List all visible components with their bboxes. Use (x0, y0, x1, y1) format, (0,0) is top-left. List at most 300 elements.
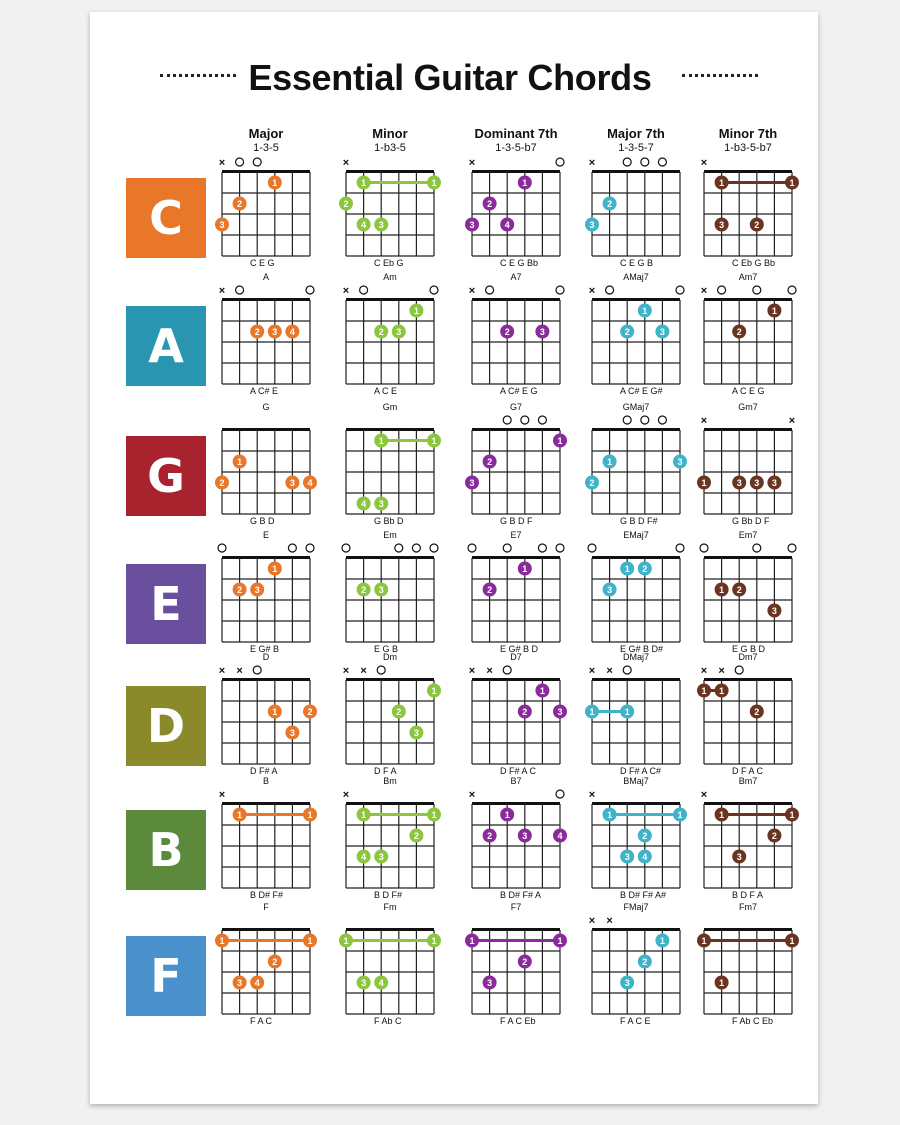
chord-name: B7 (510, 776, 522, 786)
open-string-icon (412, 544, 420, 552)
nut (592, 428, 680, 431)
finger-number: 2 (219, 478, 225, 488)
nut (592, 802, 680, 805)
fretboard (682, 530, 814, 655)
chord-notes: F A C (250, 1016, 273, 1026)
chord-diagram (200, 144, 330, 269)
finger-number: 3 (719, 220, 725, 230)
finger-number: 3 (736, 478, 742, 488)
nut (346, 802, 434, 805)
finger-number: 3 (219, 220, 225, 230)
finger-number: 2 (487, 585, 493, 595)
finger-number: 3 (272, 327, 278, 337)
finger-number: 3 (378, 499, 384, 509)
chord-notes: F Ab C Eb (732, 1016, 774, 1026)
muted-string-icon: × (788, 415, 796, 427)
chord-name: Em (383, 530, 397, 540)
muted-string-icon: × (342, 665, 350, 677)
key-tile-a: A (126, 306, 206, 386)
finger-number: 1 (642, 306, 648, 316)
open-string-icon (342, 544, 350, 552)
chord-diagram (324, 272, 454, 397)
chord-name: D7 (510, 652, 522, 662)
muted-string-icon: × (218, 157, 226, 169)
finger-number: 3 (396, 327, 402, 337)
finger-number: 1 (237, 457, 243, 467)
finger-number: 1 (771, 306, 777, 316)
chord-name: Bm (383, 776, 397, 786)
fretboard (324, 902, 456, 1027)
finger-number: 1 (789, 810, 795, 820)
fretboard (200, 144, 332, 269)
nut (704, 802, 792, 805)
muted-string-icon: × (468, 665, 476, 677)
finger-number: 2 (396, 707, 402, 717)
chord-diagram (200, 402, 330, 527)
nut (472, 298, 560, 301)
open-string-icon (468, 544, 476, 552)
finger-number: 2 (522, 957, 528, 967)
open-string-icon (430, 286, 438, 294)
finger-number: 3 (378, 585, 384, 595)
chord-diagram (682, 652, 812, 777)
muted-string-icon: × (218, 665, 226, 677)
finger-number: 3 (487, 978, 493, 988)
chord-notes: E G B D (732, 644, 766, 654)
open-string-icon (236, 286, 244, 294)
fretboard (682, 272, 814, 397)
fretboard (682, 402, 814, 527)
finger-number: 1 (624, 564, 630, 574)
fretboard (450, 902, 582, 1027)
finger-number: 1 (659, 936, 665, 946)
open-string-icon (430, 544, 438, 552)
chord-notes: D F A (374, 766, 397, 776)
nut (222, 556, 310, 559)
nut (704, 678, 792, 681)
finger-number: 2 (642, 831, 648, 841)
muted-string-icon: × (218, 789, 226, 801)
chord-notes: G Bb D F (732, 516, 770, 526)
nut (592, 556, 680, 559)
chord-diagram (682, 272, 812, 397)
chord-notes: B D# F# A (500, 890, 542, 900)
open-string-icon (486, 286, 494, 294)
column-name: Major 7th (607, 126, 665, 141)
finger-number: 1 (589, 707, 595, 717)
finger-number: 1 (607, 810, 613, 820)
column-formula: 1-3-5-7 (618, 142, 654, 154)
finger-number: 1 (522, 178, 528, 188)
fretboard (450, 652, 582, 777)
nut (346, 428, 434, 431)
fretboard (324, 776, 456, 901)
chord-name: E7 (510, 530, 522, 540)
chord-name: Am7 (738, 272, 758, 282)
fretboard (450, 530, 582, 655)
fretboard (682, 652, 814, 777)
finger-number: 1 (789, 936, 795, 946)
chord-notes: G B D F (500, 516, 533, 526)
chord-notes: C E G (250, 258, 275, 268)
finger-number: 3 (659, 327, 665, 337)
open-string-icon (588, 544, 596, 552)
muted-string-icon: × (700, 157, 708, 169)
finger-number: 2 (607, 199, 613, 209)
fretboard (450, 144, 582, 269)
chord-diagram (200, 776, 330, 901)
chord-notes: D F# A C# (620, 766, 662, 776)
chord-name: Bm7 (738, 776, 758, 786)
chord-diagram (324, 402, 454, 527)
finger-number: 1 (219, 936, 225, 946)
open-string-icon (253, 158, 261, 166)
nut (222, 928, 310, 931)
key-tile-c: C (126, 178, 206, 258)
open-string-icon (623, 416, 631, 424)
chord-notes: E G# B D# (620, 644, 664, 654)
finger-number: 1 (431, 936, 437, 946)
finger-number: 3 (361, 978, 367, 988)
open-string-icon (503, 544, 511, 552)
muted-string-icon: × (700, 789, 708, 801)
fretboard (200, 652, 332, 777)
open-string-icon (735, 666, 743, 674)
chord-notes: D F A C (732, 766, 764, 776)
finger-number: 1 (701, 478, 707, 488)
finger-number: 1 (361, 178, 367, 188)
chord-notes: F Ab C (374, 1016, 402, 1026)
open-string-icon (395, 544, 403, 552)
column-formula: 1-3-5-b7 (495, 142, 537, 154)
chord-notes: E G# B D (500, 644, 539, 654)
finger-number: 1 (557, 936, 563, 946)
muted-string-icon: × (588, 789, 596, 801)
finger-number: 4 (361, 499, 367, 509)
chord-notes: G B D F# (620, 516, 658, 526)
open-string-icon (623, 158, 631, 166)
finger-number: 3 (736, 852, 742, 862)
finger-number: 1 (504, 810, 510, 820)
finger-number: 3 (378, 220, 384, 230)
finger-number: 4 (504, 220, 510, 230)
fretboard (450, 272, 582, 397)
finger-number: 1 (789, 178, 795, 188)
nut (704, 170, 792, 173)
nut (472, 556, 560, 559)
finger-number: 1 (272, 178, 278, 188)
finger-number: 1 (413, 306, 419, 316)
chord-name: AMaj7 (623, 272, 649, 282)
chord-diagram (682, 530, 812, 655)
nut (704, 556, 792, 559)
chord-name: Dm7 (738, 652, 758, 662)
chord-notes: A C# E G (500, 386, 538, 396)
muted-string-icon: × (718, 665, 725, 677)
finger-number: 1 (431, 686, 437, 696)
finger-number: 2 (307, 707, 313, 717)
finger-number: 2 (754, 707, 760, 717)
chord-diagram (450, 144, 580, 269)
chord-notes: D F# A (250, 766, 278, 776)
open-string-icon (306, 544, 314, 552)
nut (222, 170, 310, 173)
chord-notes: F A C Eb (500, 1016, 536, 1026)
finger-number: 1 (719, 978, 725, 988)
finger-number: 1 (719, 810, 725, 820)
finger-number: 3 (469, 478, 475, 488)
open-string-icon (253, 666, 261, 674)
nut (592, 298, 680, 301)
chord-name: A (262, 272, 269, 282)
chord-diagram (682, 776, 812, 901)
chord-name: FMaj7 (623, 902, 649, 912)
key-tile-b: B (126, 810, 206, 890)
column-name: Minor 7th (718, 126, 778, 141)
open-string-icon (236, 158, 244, 166)
chord-name: D (262, 652, 270, 662)
nut (592, 678, 680, 681)
finger-number: 3 (624, 978, 630, 988)
chord-diagram (324, 144, 454, 269)
open-string-icon (556, 790, 564, 798)
chord-diagram (200, 530, 330, 655)
chord-notes: C Eb G (374, 258, 404, 268)
column-name: Minor (372, 126, 408, 141)
chord-diagram (200, 902, 330, 1027)
finger-number: 3 (607, 585, 613, 595)
open-string-icon (641, 416, 649, 424)
finger-number: 3 (289, 478, 295, 488)
column-formula: 1-3-5 (253, 142, 279, 154)
nut (346, 678, 434, 681)
nut (472, 802, 560, 805)
muted-string-icon: × (342, 789, 350, 801)
chord-diagram (682, 144, 812, 269)
open-string-icon (753, 286, 761, 294)
chord-name: GMaj7 (622, 402, 650, 412)
muted-string-icon: × (700, 285, 708, 297)
finger-number: 1 (431, 436, 437, 446)
chord-name: Gm (382, 402, 398, 412)
nut (222, 298, 310, 301)
open-string-icon (658, 416, 666, 424)
finger-number: 1 (378, 436, 384, 446)
finger-number: 2 (642, 564, 648, 574)
muted-string-icon: × (468, 157, 476, 169)
finger-number: 1 (272, 707, 278, 717)
open-string-icon (556, 158, 564, 166)
fretboard (200, 402, 332, 527)
column-name: Major (248, 126, 284, 141)
chord-diagram (570, 530, 700, 655)
chord-name: Fm (383, 902, 397, 912)
chord-name: Gm7 (738, 402, 758, 412)
fretboard (200, 530, 332, 655)
finger-number: 1 (624, 707, 630, 717)
chord-name: EMaj7 (623, 530, 649, 540)
open-string-icon (556, 544, 564, 552)
chord-diagram (570, 402, 700, 527)
chord-name: B (262, 776, 269, 786)
finger-number: 1 (719, 585, 725, 595)
finger-number: 1 (307, 810, 313, 820)
chord-diagram (324, 902, 454, 1027)
chord-diagram (450, 776, 580, 901)
finger-number: 1 (361, 810, 367, 820)
page-title: Essential Guitar Chords (248, 57, 652, 98)
chord-notes: A C# E (250, 386, 279, 396)
chord-diagram (570, 144, 700, 269)
nut (472, 170, 560, 173)
fretboard (324, 402, 456, 527)
finger-number: 3 (522, 831, 528, 841)
chord-notes: C E G B (620, 258, 654, 268)
chord-diagram (450, 272, 580, 397)
finger-number: 2 (642, 957, 648, 967)
open-string-icon (538, 544, 546, 552)
chord-diagram (570, 776, 700, 901)
open-string-icon (556, 286, 564, 294)
finger-number: 3 (378, 852, 384, 862)
chord-name: Em7 (738, 530, 758, 540)
chord-notes: C Eb G Bb (732, 258, 776, 268)
finger-number: 3 (289, 728, 295, 738)
chord-name: G7 (509, 402, 522, 412)
fretboard (324, 272, 456, 397)
open-string-icon (218, 544, 226, 552)
fretboard (324, 144, 456, 269)
finger-number: 2 (736, 585, 742, 595)
open-string-icon (718, 286, 726, 294)
muted-string-icon: × (468, 789, 476, 801)
muted-string-icon: × (588, 285, 596, 297)
open-string-icon (606, 286, 614, 294)
chord-diagram (570, 902, 700, 1027)
chord-name: DMaj7 (622, 652, 649, 662)
finger-number: 3 (589, 220, 595, 230)
finger-number: 2 (522, 707, 528, 717)
nut (346, 556, 434, 559)
nut (222, 678, 310, 681)
chord-name: BMaj7 (623, 776, 649, 786)
chord-name: A7 (510, 272, 522, 282)
finger-number: 3 (624, 852, 630, 862)
finger-number: 1 (539, 686, 545, 696)
chord-notes: E G# B (250, 644, 280, 654)
open-string-icon (788, 286, 796, 294)
finger-number: 1 (431, 178, 437, 188)
chord-diagram (682, 402, 812, 527)
nut (704, 298, 792, 301)
chord-notes: G B D (250, 516, 275, 526)
finger-number: 1 (557, 436, 563, 446)
chord-notes: D F# A C (500, 766, 537, 776)
muted-string-icon: × (588, 665, 596, 677)
finger-number: 4 (307, 478, 313, 488)
finger-number: 2 (413, 831, 419, 841)
chord-notes: B D F# (374, 890, 403, 900)
chord-notes: F A C E (620, 1016, 651, 1026)
chord-notes: B D# F# A# (620, 890, 667, 900)
finger-number: 4 (642, 852, 648, 862)
open-string-icon (288, 544, 296, 552)
open-string-icon (753, 544, 761, 552)
nut (472, 428, 560, 431)
finger-number: 2 (771, 831, 777, 841)
chord-name: F7 (510, 902, 522, 912)
finger-number: 3 (557, 707, 563, 717)
chord-notes: A C E G (732, 386, 765, 396)
finger-number: 2 (487, 199, 493, 209)
key-tile-d: D (126, 686, 206, 766)
chord-name: Dm (383, 652, 397, 662)
chord-diagram (570, 652, 700, 777)
chord-name: Am (383, 272, 397, 282)
finger-number: 2 (487, 831, 493, 841)
finger-number: 3 (771, 606, 777, 616)
muted-string-icon: × (606, 665, 613, 677)
column-formula: 1-b3-5-b7 (724, 142, 772, 154)
finger-number: 2 (378, 327, 384, 337)
nut (346, 170, 434, 173)
finger-number: 1 (701, 686, 707, 696)
finger-number: 2 (237, 585, 243, 595)
chord-diagram (200, 652, 330, 777)
fretboard (324, 652, 456, 777)
finger-number: 3 (677, 457, 683, 467)
open-string-icon (658, 158, 666, 166)
fretboard (450, 402, 582, 527)
nut (592, 928, 680, 931)
open-string-icon (538, 416, 546, 424)
finger-number: 1 (307, 936, 313, 946)
finger-number: 1 (522, 564, 528, 574)
fretboard (682, 776, 814, 901)
open-string-icon (360, 286, 368, 294)
finger-number: 4 (289, 327, 295, 337)
chord-notes: A C E (374, 386, 398, 396)
finger-number: 4 (378, 978, 384, 988)
chord-name: F (263, 902, 269, 912)
chord-diagram (570, 272, 700, 397)
finger-number: 2 (754, 220, 760, 230)
key-tile-e: E (126, 564, 206, 644)
finger-number: 4 (361, 852, 367, 862)
nut (592, 170, 680, 173)
fretboard (450, 776, 582, 901)
muted-string-icon: × (342, 285, 350, 297)
finger-number: 3 (771, 478, 777, 488)
finger-number: 4 (557, 831, 563, 841)
nut (704, 428, 792, 431)
nut (704, 928, 792, 931)
muted-string-icon: × (588, 915, 596, 927)
chord-diagram (324, 776, 454, 901)
finger-number: 3 (469, 220, 475, 230)
finger-number: 1 (607, 457, 613, 467)
finger-number: 3 (413, 728, 419, 738)
finger-number: 3 (254, 585, 260, 595)
fretboard (682, 144, 814, 269)
chord-name: E (262, 530, 269, 540)
finger-number: 2 (487, 457, 493, 467)
finger-number: 2 (343, 199, 349, 209)
muted-string-icon: × (468, 285, 476, 297)
nut (472, 678, 560, 681)
chord-notes: B D# F# (250, 890, 284, 900)
finger-number: 4 (254, 978, 260, 988)
